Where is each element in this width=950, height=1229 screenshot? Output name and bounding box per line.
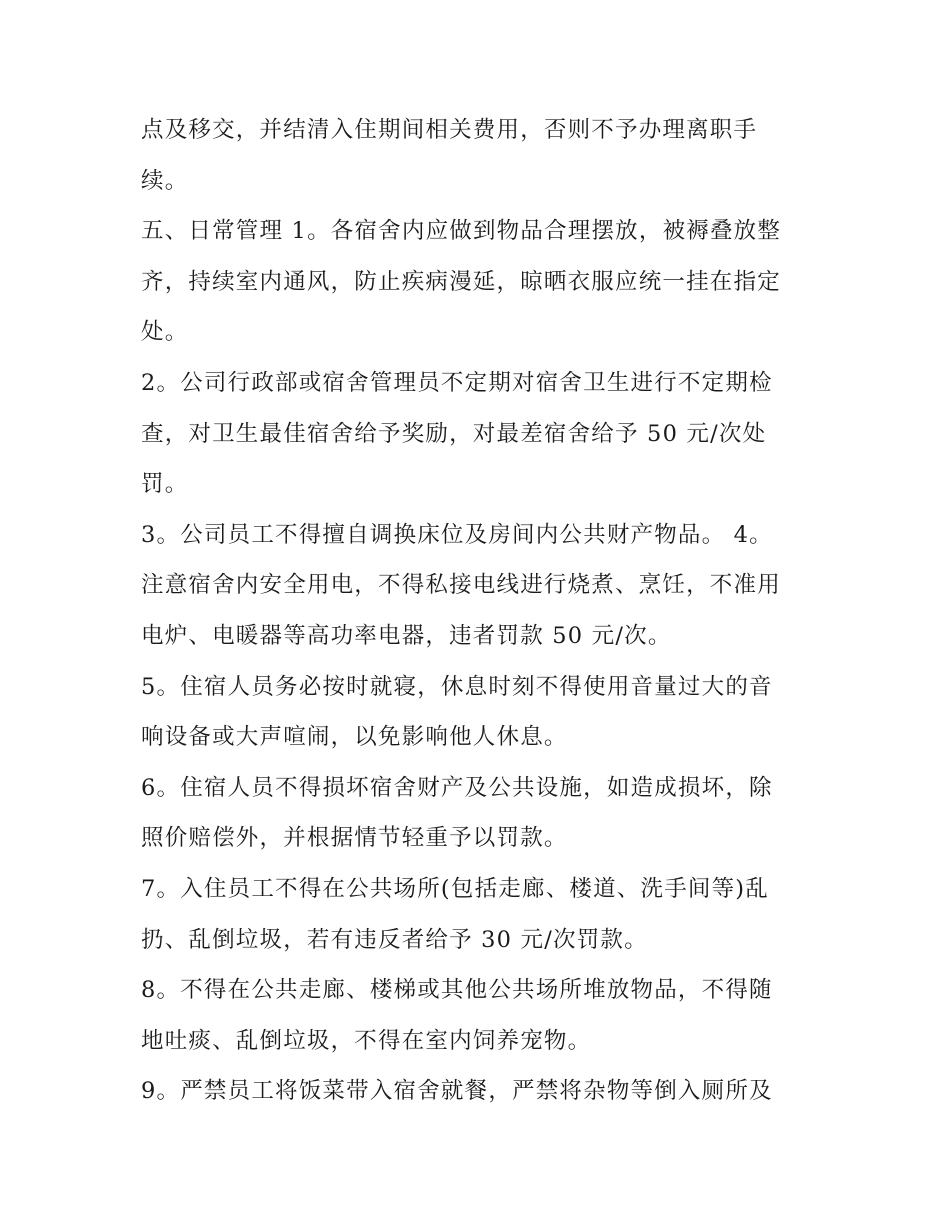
text-line: 照价赔偿外，并根据情节轻重予以罚款。 <box>141 825 568 852</box>
text-line: 5。住宿人员务必按时就寝，休息时刻不得使用音量过大的音 <box>141 673 773 700</box>
text-line: 3。公司员工不得擅自调换床位及房间内公共财产物品。 4。 <box>141 521 773 548</box>
text-line: 续。 <box>141 167 189 194</box>
text-line: 7。入住员工不得在公共场所(包括走廊、楼道、洗手间等)乱 <box>141 875 769 902</box>
text-line: 查，对卫生最佳宿舍给予奖励，对最差宿舍给予 50 元/次处 <box>141 420 767 447</box>
text-line: 6。住宿人员不得损坏宿舍财产及公共设施，如造成损坏，除 <box>141 774 773 801</box>
text-line: 罚。 <box>141 471 189 498</box>
text-line: 扔、乱倒垃圾，若有违反者给予 30 元/次罚款。 <box>141 926 648 953</box>
text-line: 响设备或大声喧闹，以免影响他人休息。 <box>141 724 568 751</box>
text-line: 五、日常管理 1。各宿舍内应做到物品合理摆放，被褥叠放整 <box>141 218 782 245</box>
text-line: 地吐痰、乱倒垃圾，不得在室内饲养宠物。 <box>141 1027 592 1054</box>
text-line: 处。 <box>141 319 189 346</box>
text-line: 点及移交，并结清入住期间相关费用，否则不予办理离职手 <box>141 117 758 143</box>
text-line: 电炉、电暖器等高功率电器，违者罚款 50 元/次。 <box>141 622 672 649</box>
text-line: 9。严禁员工将饭菜带入宿舍就餐，严禁将杂物等倒入厕所及 <box>141 1078 773 1105</box>
text-line: 8。不得在公共走廊、楼梯或其他公共场所堆放物品，不得随 <box>141 977 773 1004</box>
text-line: 齐，持续室内通风，防止疾病漫延，晾晒衣服应统一挂在指定 <box>141 268 781 295</box>
document-body <box>141 105 821 1117</box>
text-line: 注意宿舍内安全用电，不得私接电线进行烧煮、烹饪，不准用 <box>141 572 781 599</box>
text-line: 2。公司行政部或宿舍管理员不定期对宿舍卫生进行不定期检 <box>141 369 773 396</box>
